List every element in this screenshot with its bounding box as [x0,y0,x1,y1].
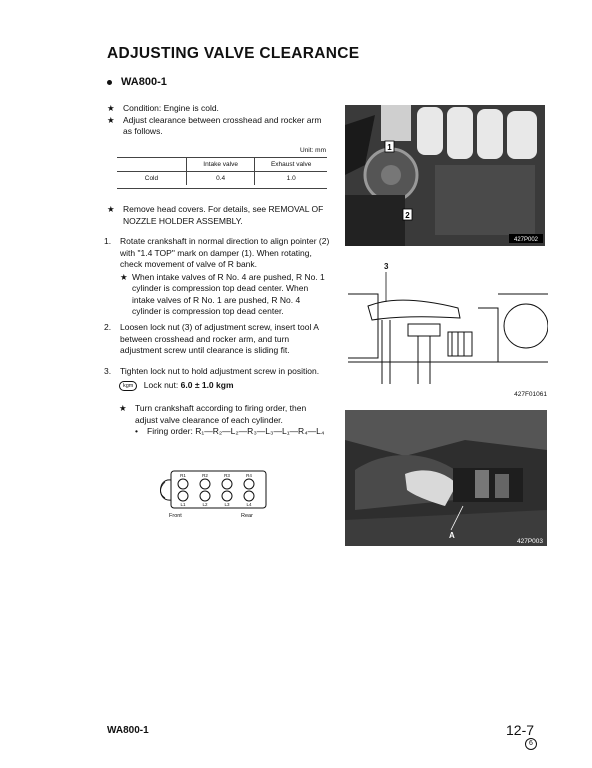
model-heading-text: WA800-1 [121,76,167,88]
step-1: 1. Rotate crankshaft in normal direction to align pointer (2) with "1.4 TOP" mark on damper (1). When rotating, check movement of valve of R bank. ★ When intake valves of R No. 4 are pushed, R No. 1 cylinder is compression top dead center. When intake valves of R No. 1 are pushed, R No. 4 cylinder is compression top dead center. [104,236,330,316]
cylinder-L2 [200,491,210,501]
cylinder-circles [178,479,254,501]
table-header-row [117,158,327,172]
diagram-callout-3: 3 [384,262,389,271]
cyl-label-R4: R4 [246,473,252,478]
cylinder-L3 [222,491,232,501]
cylinder-R3 [222,479,232,489]
remove-covers-note: ★ Remove head covers. For details, see REMOVAL OF NOZZLE HOLDER ASSEMBLY. [107,204,324,226]
table-header-cell: Intake valve [186,158,254,172]
torque-wrench-icon: kgm [119,381,137,391]
cyl-label-R2: R2 [202,473,208,478]
cyl-label-R3: R3 [224,473,230,478]
clearance-table [117,157,327,185]
photo1-callout-2: 2 [405,211,410,220]
table-bottom-rule [117,188,327,189]
damper-inner [161,482,166,498]
diagram-code: 427F01061 [514,391,547,398]
engine-photo-2 [345,410,547,546]
revision-mark: 6 [525,738,537,750]
cyl-label-L3: L3 [224,502,230,507]
firing-order-note: ★ Turn crankshaft according to firing order, then adjust valve clearance of each cylinder. • Firing order: R₁—R₂—L₂—R₃—L₃—L₁—R₄—L₄ [119,403,325,436]
unit-label: Unit: mm [300,147,326,154]
photo1-code: 427P002 [513,237,539,243]
page-title: ADJUSTING VALVE CLEARANCE [107,45,360,62]
photo2-callout-A: A [449,531,455,540]
cyl-label-R1: R1 [180,473,186,478]
table-cell: 1.0 [255,172,327,186]
front-label: Front [169,513,182,519]
cylinder-R2 [200,479,210,489]
lock-nut-torque: kgm Lock nut: 6.0 ± 1.0 kgm [119,380,234,392]
adjust-note: ★ Adjust clearance between crosshead and rocker arm as follows. [107,114,322,136]
condition-note: ★ Condition: Engine is cold. [107,103,219,113]
table-row [117,172,327,186]
table-header-cell [117,158,186,172]
footer-model: WA800-1 [107,725,149,736]
table-header-cell: Exhaust valve [255,158,327,172]
cylinder-R4 [244,479,254,489]
bullet-dot [107,80,112,85]
table-cell: Cold [117,172,186,186]
cyl-label-L2: L2 [202,502,208,507]
table-cell: 0.4 [186,172,254,186]
cyl-label-L1: L1 [180,502,186,507]
model-heading [107,76,167,88]
cylinder-L4 [244,491,254,501]
step-1-note: ★ When intake valves of R No. 4 are pushed, R No. 1 cylinder is compression top dead center. When intake valves of R No. 1 are pushed, R No. 4 cylinder is compression top dead center. [120,271,325,316]
cyl-label-L4: L4 [246,502,252,507]
damper-outline [161,480,172,500]
cylinder-layout-diagram [155,468,270,520]
cylinder-R1 [178,479,188,489]
photo2-code: 427P003 [516,538,543,545]
photo1-callout-1: 1 [387,143,392,152]
cylinder-L1 [178,491,188,501]
rocker-arm-diagram [348,258,548,400]
intro-notes [107,103,332,138]
rear-label: Rear [241,513,253,519]
engine-photo-1 [345,105,545,246]
step-3: 3. Tighten lock nut to hold adjustment screw in position. [104,366,320,376]
step-2: 2. Loosen lock nut (3) of adjustment screw, insert tool A between crosshead and rocker arm, and turn adjustment screw until clearance is sliding fit. [104,322,319,355]
page-number: 12-7 [506,722,535,738]
